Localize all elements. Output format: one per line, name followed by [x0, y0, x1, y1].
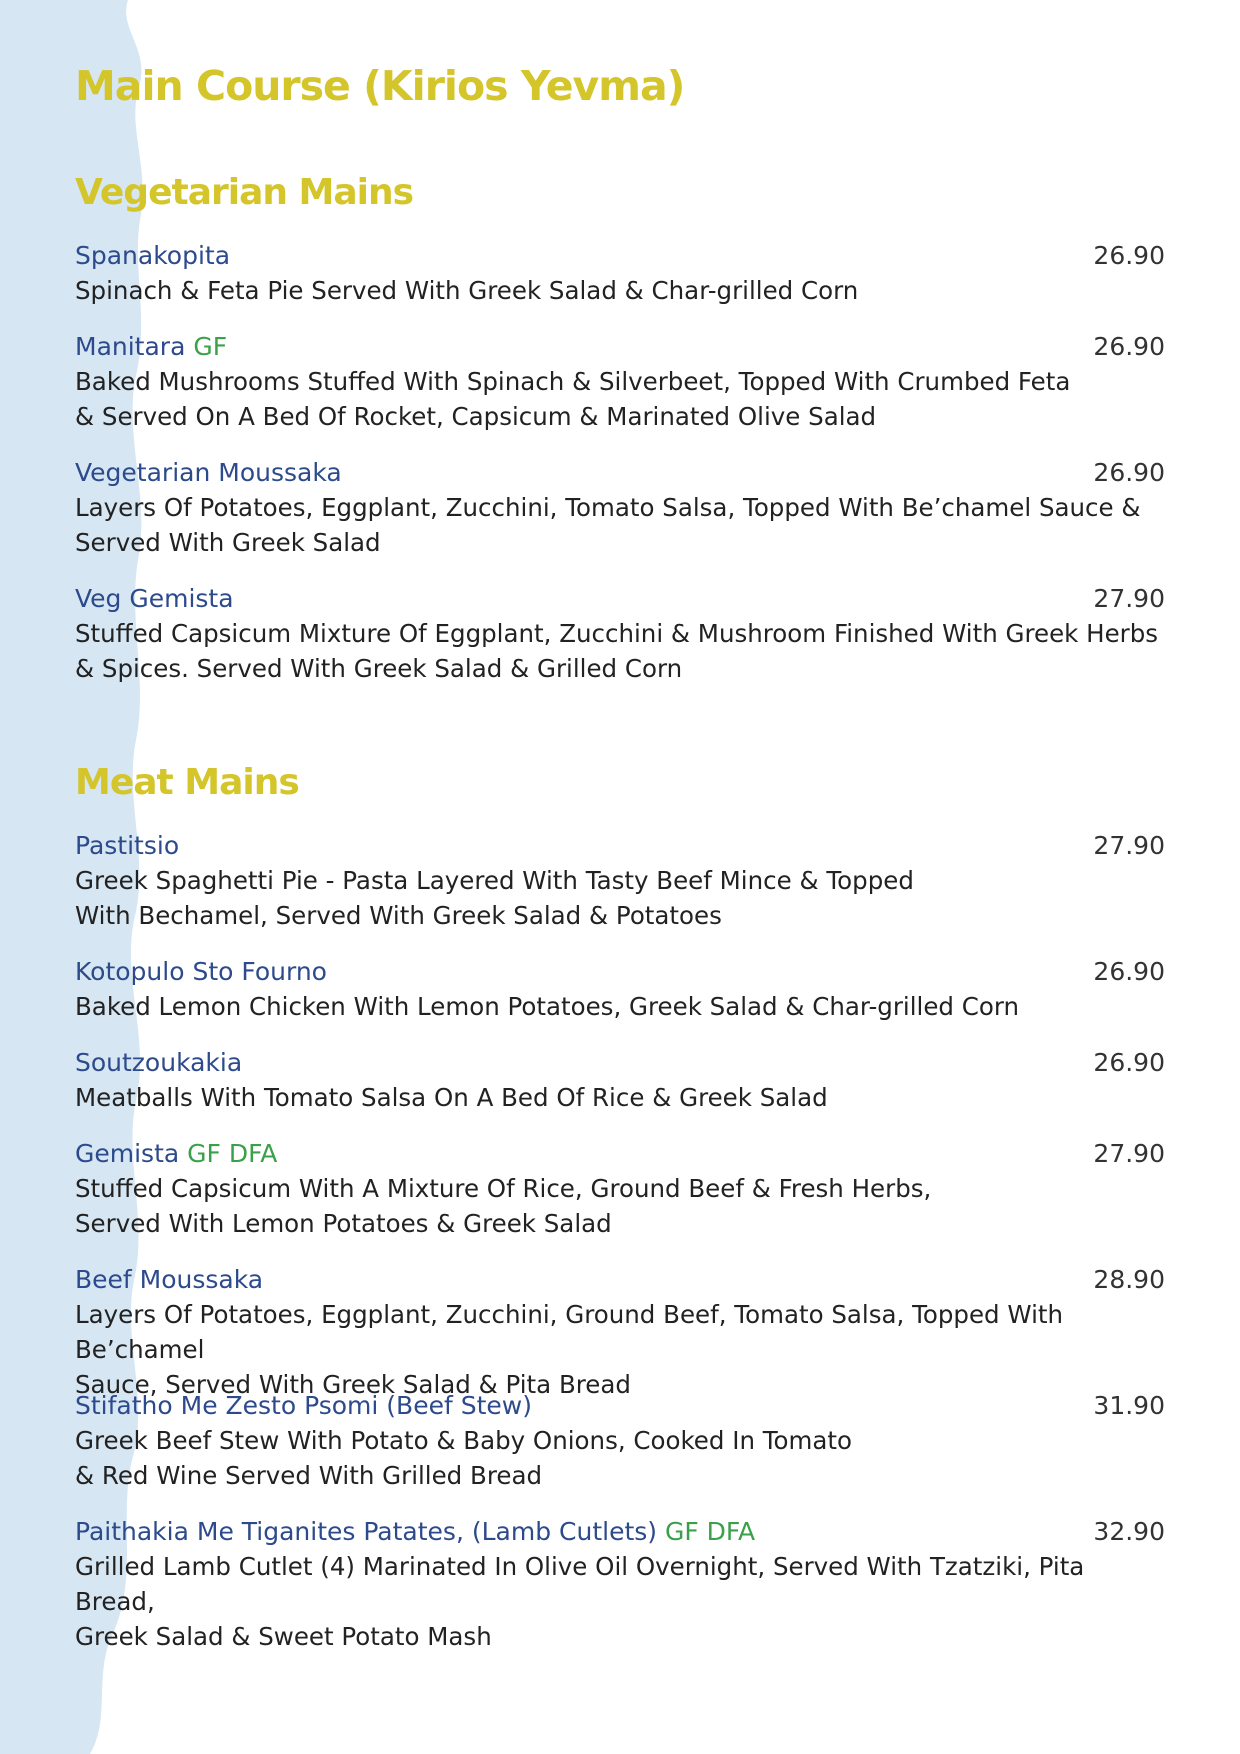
item-name: Vegetarian Moussaka [75, 458, 342, 487]
item-name: Kotopulo Sto Fourno [75, 957, 327, 986]
item-price: 31.90 [1093, 1391, 1165, 1420]
item-description: Layers Of Potatoes, Eggplant, Zucchini, Tomato Salsa, Topped With Be’chamel Sauce & Served With Greek Salad [75, 493, 1141, 557]
menu-item-paithakia [75, 1514, 1165, 1654]
item-name: Spanakopita [75, 241, 231, 270]
item-description: Baked Mushrooms Stuffed With Spinach & Silverbeet, Topped With Crumbed Feta & Served On A Bed Of Rocket, Capsicum & Marinated Olive Salad [75, 367, 1071, 431]
item-price: 27.90 [1093, 584, 1165, 613]
item-description: Baked Lemon Chicken With Lemon Potatoes, Greek Salad & Char-grilled Corn [75, 992, 1020, 1021]
item-description: Stuffed Capsicum Mixture Of Eggplant, Zucchini & Mushroom Finished With Greek Herbs & Spices. Served With Greek Salad & Grilled Corn [75, 619, 1159, 683]
menu-item-spanakopita [75, 238, 1165, 308]
item-name: Stifatho Me Zesto Psomi (Beef Stew) [75, 1391, 532, 1420]
item-price: 26.90 [1093, 241, 1165, 270]
menu-item-veg-gemista [75, 581, 1165, 686]
item-name: Beef Moussaka [75, 1265, 264, 1294]
item-price: 28.90 [1093, 1265, 1165, 1294]
item-price: 26.90 [1093, 1048, 1165, 1077]
item-description: Spinach & Feta Pie Served With Greek Salad & Char-grilled Corn [75, 276, 859, 305]
menu-item-pastitsio [75, 828, 1165, 933]
menu-item-manitara [75, 329, 1165, 434]
menu-item-soutzoukakia [75, 1045, 1165, 1115]
dietary-tags: GF DFA [187, 1139, 278, 1168]
item-description: Layers Of Potatoes, Eggplant, Zucchini, Ground Beef, Tomato Salsa, Topped With Be’chamel Sauce, Served With Greek Salad & Pita Bread [75, 1300, 1064, 1399]
item-name: Manitara [75, 332, 186, 361]
item-description: Stuffed Capsicum With A Mixture Of Rice, Ground Beef & Fresh Herbs, Served With Lemon Potatoes & Greek Salad [75, 1174, 932, 1238]
page-title: Main Course (Kirios Yevma) [75, 62, 685, 110]
item-price: 26.90 [1093, 332, 1165, 361]
menu-item-vegetarian-moussaka [75, 455, 1165, 560]
section-heading-meat: Meat Mains [75, 762, 299, 803]
item-description: Greek Spaghetti Pie - Pasta Layered With Tasty Beef Mince & Topped With Bechamel, Served With Greek Salad & Potatoes [75, 866, 914, 930]
menu-item-beef-moussaka [75, 1262, 1165, 1402]
menu-item-kotopulo-sto-fourno [75, 954, 1165, 1024]
item-price: 26.90 [1093, 957, 1165, 986]
item-description: Greek Beef Stew With Potato & Baby Onions, Cooked In Tomato & Red Wine Served With Grilled Bread [75, 1426, 853, 1490]
item-name: Pastitsio [75, 831, 180, 860]
item-price: 26.90 [1093, 458, 1165, 487]
item-name: Soutzoukakia [75, 1048, 243, 1077]
item-price: 27.90 [1093, 1139, 1165, 1168]
item-name: Veg Gemista [75, 584, 234, 613]
item-price: 32.90 [1093, 1517, 1165, 1546]
menu-item-stifatho [75, 1388, 1165, 1493]
dietary-tags: GF DFA [664, 1517, 756, 1546]
section-heading-vegetarian: Vegetarian Mains [75, 172, 414, 213]
menu-item-gemista [75, 1136, 1165, 1241]
item-price: 27.90 [1093, 831, 1165, 860]
dietary-tags: GF [193, 332, 228, 361]
item-name: Paithakia Me Tiganites Patates, (Lamb Cutlets) [75, 1517, 658, 1546]
item-name: Gemista [75, 1139, 180, 1168]
item-description: Meatballs With Tomato Salsa On A Bed Of Rice & Greek Salad [75, 1083, 828, 1112]
item-description: Grilled Lamb Cutlet (4) Marinated In Olive Oil Overnight, Served With Tzatziki, Pita Bread, Greek Salad & Sweet Potato Mash [75, 1552, 1085, 1651]
